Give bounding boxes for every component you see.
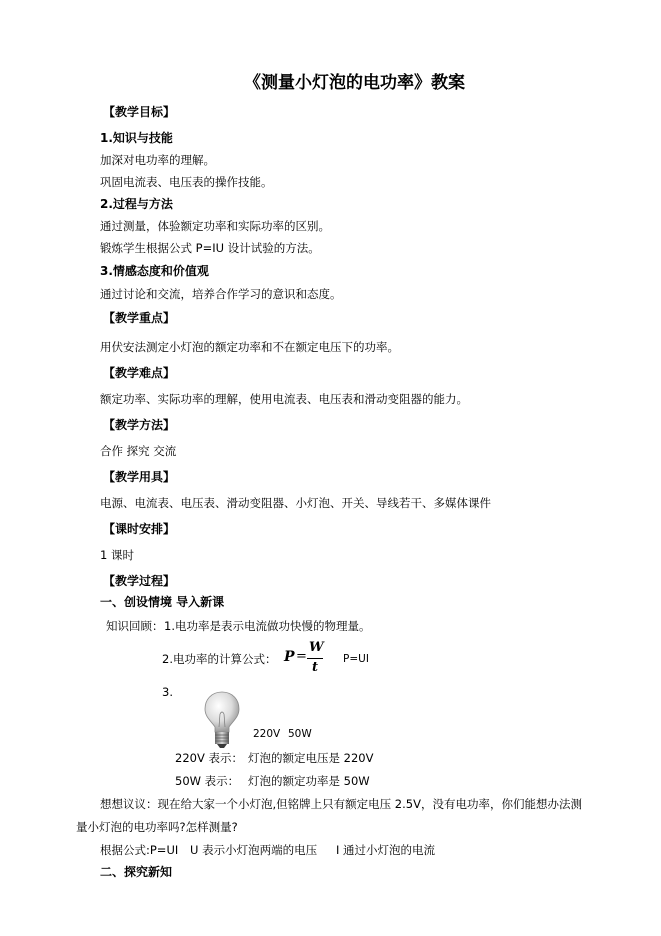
review-item-3: 3. bbox=[162, 685, 173, 699]
think-line-1: 想想议议：现在给大家一个小灯泡,但铭牌上只有额定电压 2.5V，没有电功率，你们能想办法测 bbox=[100, 797, 582, 811]
basis-current: I 通过小灯泡的电流 bbox=[336, 843, 436, 857]
goal-2-title: 2.过程与方法 bbox=[100, 197, 173, 211]
schedule-heading: 【课时安排】 bbox=[103, 522, 176, 536]
bulb-rating-power: 50W bbox=[288, 728, 312, 740]
section-1-title: 一、创设情境 导入新课 bbox=[100, 595, 225, 609]
formula-t: t bbox=[312, 660, 319, 675]
think-line-2: 量小灯泡的电功率吗?怎样测量? bbox=[76, 820, 238, 834]
goal-2-line-1: 通过测量，体验额定功率和实际功率的区别。 bbox=[100, 219, 330, 233]
schedule-text: 1 课时 bbox=[100, 548, 134, 562]
goals-heading: 【教学目标】 bbox=[103, 105, 176, 119]
formula-w: W bbox=[309, 640, 324, 655]
formula-p: P bbox=[284, 649, 295, 665]
power-formula bbox=[284, 642, 328, 676]
tools-text: 电源、电流表、电压表、滑动变阻器、小灯泡、开关、导线若干、多媒体课件 bbox=[100, 496, 491, 510]
process-heading: 【教学过程】 bbox=[103, 574, 176, 588]
review-item-2: 2.电功率的计算公式： bbox=[162, 652, 277, 666]
methods-heading: 【教学方法】 bbox=[103, 418, 176, 432]
goal-3-line-1: 通过讨论和交流，培养合作学习的意识和态度。 bbox=[100, 287, 342, 301]
light-bulb-icon bbox=[202, 690, 242, 750]
goal-3-title: 3.情感态度和价值观 bbox=[100, 264, 209, 278]
difficulties-text: 额定功率、实际功率的理解，使用电流表、电压表和滑动变阻器的能力。 bbox=[100, 392, 468, 406]
methods-text: 合作 探究 交流 bbox=[100, 444, 177, 458]
fraction-bar bbox=[307, 658, 323, 659]
power-label: 50W 表示： bbox=[175, 774, 240, 788]
formula-alt: P=UI bbox=[343, 653, 369, 665]
tools-heading: 【教学用具】 bbox=[103, 470, 176, 484]
key-points-text: 用伏安法测定小灯泡的额定功率和不在额定电压下的功率。 bbox=[100, 340, 399, 354]
basis-voltage: U 表示小灯泡两端的电压 bbox=[190, 843, 318, 857]
basis-formula: 根据公式:P=UI bbox=[100, 843, 179, 857]
difficulties-heading: 【教学难点】 bbox=[103, 366, 176, 380]
bulb-rating-voltage: 220V bbox=[253, 728, 281, 740]
review-label: 知识回顾： bbox=[106, 619, 164, 633]
goal-1-line-2: 巩固电流表、电压表的操作技能。 bbox=[100, 175, 273, 189]
key-points-heading: 【教学重点】 bbox=[103, 311, 176, 325]
power-meaning: 灯泡的额定功率是 50W bbox=[248, 774, 370, 788]
goal-2-line-2: 锻炼学生根据公式 P=IU 设计试验的方法。 bbox=[100, 241, 320, 255]
goal-1-line-1: 加深对电功率的理解。 bbox=[100, 153, 215, 167]
formula-equals: = bbox=[296, 649, 307, 664]
voltage-meaning: 灯泡的额定电压是 220V bbox=[248, 751, 374, 765]
section-2-title: 二、探究新知 bbox=[100, 865, 173, 879]
voltage-label: 220V 表示： bbox=[175, 751, 243, 765]
page-title: 《测量小灯泡的电功率》教案 bbox=[244, 73, 465, 93]
review-item-1: 1.电功率是表示电流做功快慢的物理量。 bbox=[164, 619, 371, 633]
goal-1-title: 1.知识与技能 bbox=[100, 131, 173, 145]
